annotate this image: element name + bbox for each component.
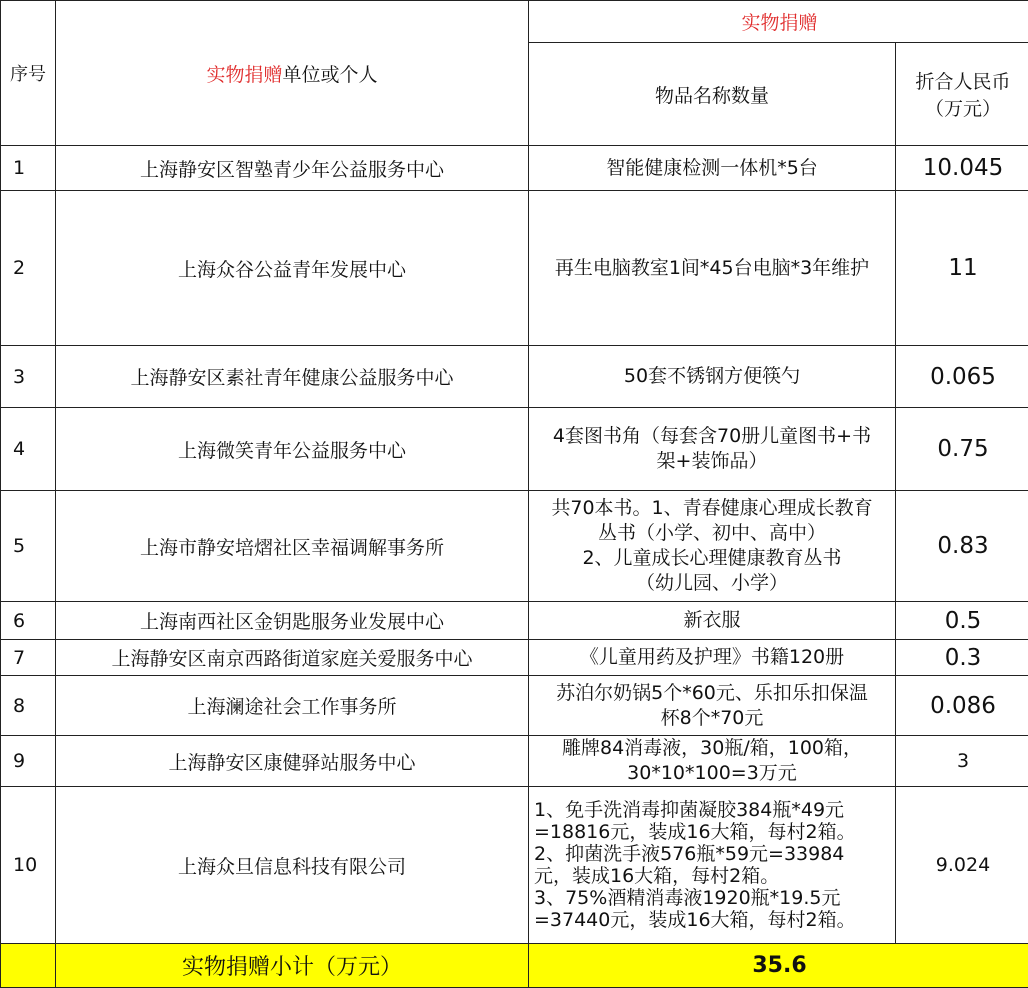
header-donor-prefix: 实物捐赠 [206,64,282,86]
row-value: 11 [896,191,1028,346]
item-line: =37440元，装成16大箱，每村2箱。 [534,909,891,931]
row-value: 9.024 [896,787,1028,944]
item-line: 苏泊尔奶锅5个*60元、乐扣乐扣保温 [533,681,891,706]
row-value: 3 [896,736,1028,787]
item-line: 元，装成16大箱，每村2箱。 [534,865,891,887]
header-item: 物品名称数量 [529,43,896,146]
item-line: 4套图书角（每套含70册儿童图书+书 [533,424,891,449]
table-row [1,346,1028,408]
row-index: 7 [1,640,56,676]
row-item [529,491,896,602]
row-donor: 上海微笑青年公益服务中心 [56,408,529,491]
row-donor: 上海静安区智塾青少年公益服务中心 [56,146,529,191]
row-value: 0.5 [896,602,1028,640]
item-line: 2、抑菌洗手液576瓶*59元=33984 [534,843,891,865]
row-item [529,640,896,676]
item-line: 杯8个*70元 [533,706,891,731]
item-line: 再生电脑教室1间*45台电脑*3年维护 [533,256,891,281]
table-row [1,787,1028,944]
row-item [529,191,896,346]
table-row [1,191,1028,346]
row-index: 1 [1,146,56,191]
row-index: 8 [1,676,56,736]
row-donor: 上海静安区素社青年健康公益服务中心 [56,346,529,408]
row-index: 3 [1,346,56,408]
item-line: 共70本书。1、青春健康心理成长教育 [533,496,891,521]
table-row [1,736,1028,787]
row-item [529,146,896,191]
item-line: 30*10*100=3万元 [533,761,891,786]
item-line: 1、免手洗消毒抑菌凝胶384瓶*49元 [534,799,891,821]
item-line: 《儿童用药及护理》书籍120册 [533,645,891,670]
table-row [1,408,1028,491]
total-value: 35.6 [529,944,1028,988]
item-line: 架+装饰品） [533,449,891,474]
row-donor: 上海南西社区金钥匙服务业发展中心 [56,602,529,640]
item-line: 3、75%酒精消毒液1920瓶*19.5元 [534,887,891,909]
header-row-1 [1,1,1028,43]
table-row [1,640,1028,676]
header-group: 实物捐赠 [529,1,1028,43]
row-donor: 上海市静安培熠社区幸福调解事务所 [56,491,529,602]
row-index: 9 [1,736,56,787]
total-index-cell [1,944,56,988]
row-donor: 上海静安区康健驿站服务中心 [56,736,529,787]
item-line: 雕牌84消毒液，30瓶/箱，100箱， [533,736,891,761]
header-value-line2: （万元） [900,94,1026,121]
row-donor: 上海众旦信息科技有限公司 [56,787,529,944]
row-index: 2 [1,191,56,346]
row-donor: 上海众谷公益青年发展中心 [56,191,529,346]
row-value: 0.83 [896,491,1028,602]
row-value: 0.3 [896,640,1028,676]
header-donor-suffix: 单位或个人 [283,64,378,86]
row-index: 10 [1,787,56,944]
row-item [529,736,896,787]
item-line: 50套不锈钢方便筷勺 [533,364,891,389]
total-label: 实物捐赠小计（万元） [56,944,529,988]
total-row [1,944,1028,988]
row-item [529,602,896,640]
row-value: 0.75 [896,408,1028,491]
item-line: =18816元，装成16大箱，每村2箱。 [534,821,891,843]
row-value: 0.065 [896,346,1028,408]
header-donor [56,1,529,146]
table-row [1,146,1028,191]
row-donor: 上海澜途社会工作事务所 [56,676,529,736]
row-value: 0.086 [896,676,1028,736]
row-item [529,787,896,944]
row-index: 6 [1,602,56,640]
item-line: 丛书（小学、初中、高中） [533,521,891,546]
table-row [1,676,1028,736]
row-item [529,676,896,736]
row-value: 10.045 [896,146,1028,191]
table-row [1,602,1028,640]
item-line: 2、儿童成长心理健康教育丛书 [533,546,891,571]
header-value-line1: 折合人民币 [900,67,1026,94]
row-item [529,346,896,408]
header-index: 序号 [1,1,56,146]
item-line: 智能健康检测一体机*5台 [533,156,891,181]
item-line: （幼儿园、小学） [533,571,891,596]
header-value [896,43,1028,146]
table-row [1,491,1028,602]
row-donor: 上海静安区南京西路街道家庭关爱服务中心 [56,640,529,676]
item-line: 新衣服 [533,608,891,633]
row-index: 5 [1,491,56,602]
row-item [529,408,896,491]
row-index: 4 [1,408,56,491]
